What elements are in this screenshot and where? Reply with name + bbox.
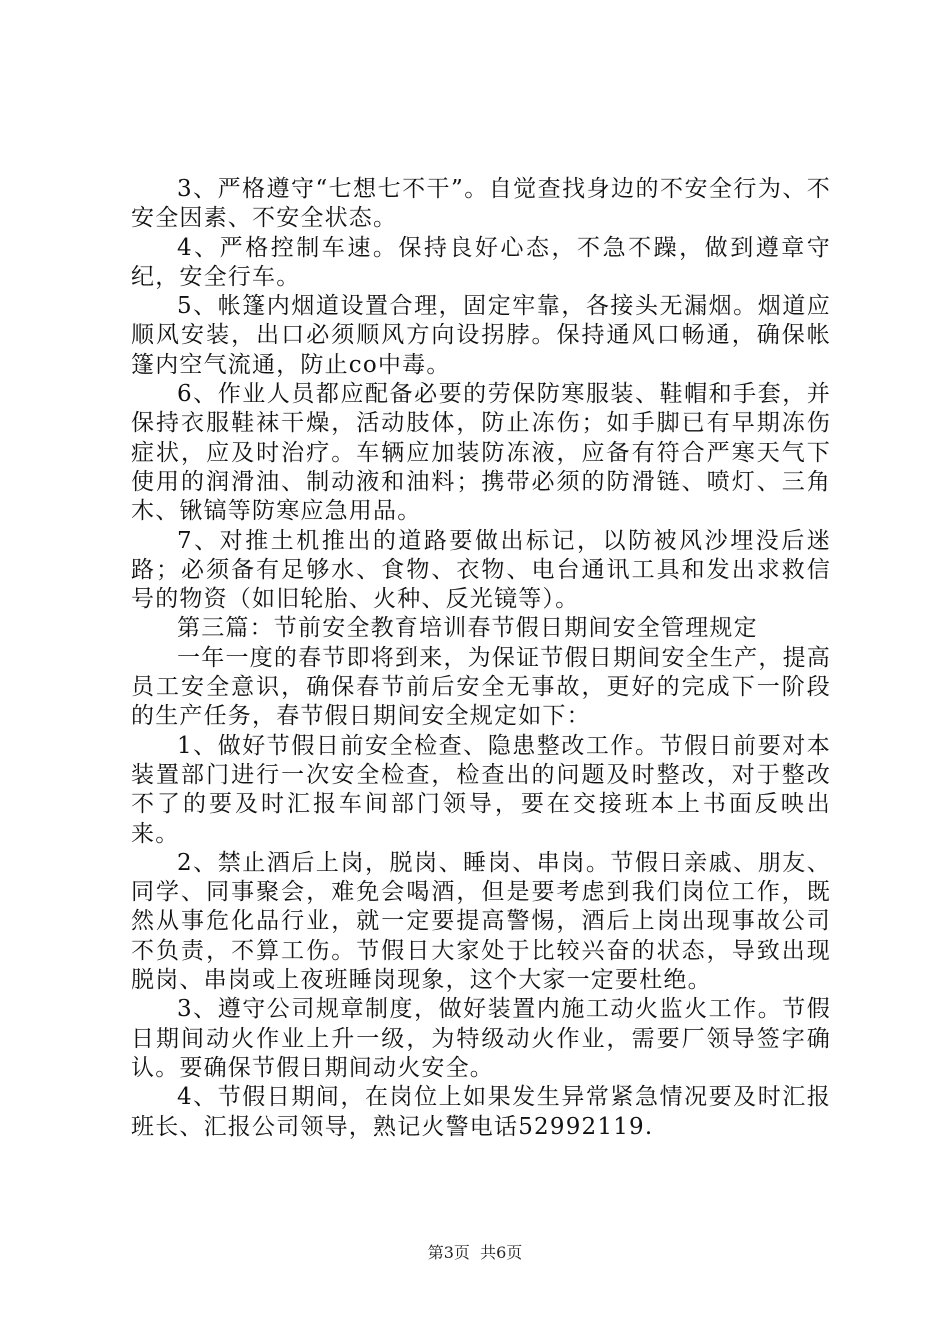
- rule-item-3: 3、遵守公司规章制度，做好装置内施工动火监火工作。节假日期间动火作业上升一级，为特级动火作业，需要厂领导签字确认。要确保节假日期间动火安全。: [131, 996, 831, 1081]
- page-number: 第3页: [427, 1243, 470, 1262]
- rule-item-1: 1、做好节假日前安全检查、隐患整改工作。节假日前要对本装置部门进行一次安全检查，检查出的问题及时整改，对于整改不了的要及时汇报车间部门领导，要在交接班本上书面反映出来。: [131, 732, 831, 847]
- paragraph-item-5: 5、帐篷内烟道设置合理，固定牢靠，各接头无漏烟。烟道应顺风安装，出口必须顺风方向设拐脖。保持通风口畅通，确保帐篷内空气流通，防止co中毒。: [131, 293, 831, 378]
- page-footer: [0, 1240, 950, 1263]
- paragraph-item-3: 3、严格遵守“七想七不干”。自觉查找身边的不安全行为、不安全因素、不安全状态。: [131, 176, 831, 232]
- paragraph-item-7: 7、对推土机推出的道路要做出标记，以防被风沙埋没后迷路；必须备有足够水、食物、衣物、电台通讯工具和发出求救信号的物资（如旧轮胎、火种、反光镜等）。: [131, 527, 831, 613]
- paragraph-item-4: 4、严格控制车速。保持良好心态，不急不躁，做到遵章守纪，安全行车。: [131, 234, 831, 290]
- document-body: [131, 175, 831, 1142]
- rule-item-4: 4、节假日期间，在岗位上如果发生异常紧急情况要及时汇报班长、汇报公司领导，熟记火警电话52992119.: [131, 1084, 831, 1140]
- section-heading: 第三篇：节前安全教育培训春节假日期间安全管理规定: [177, 615, 758, 642]
- rule-item-2: 2、禁止酒后上岗，脱岗、睡岗、串岗。节假日亲戚、朋友、同学、同事聚会，难免会喝酒，但是要考虑到我们岗位工作，既然从事危化品行业，就一定要提高警惕，酒后上岗出现事故公司不负责，不算工伤。节假日大家处于比较兴奋的状态，导致出现脱岗、串岗或上夜班睡岗现象，这个大家一定要杜绝。: [131, 849, 831, 994]
- section-intro: 一年一度的春节即将到来，为保证节假日期间安全生产，提高员工安全意识，确保春节前后安全无事故，更好的完成下一阶段的生产任务，春节假日期间安全规定如下：: [131, 644, 831, 730]
- page-total: 共6页: [480, 1243, 523, 1262]
- paragraph-item-6: 6、作业人员都应配备必要的劳保防寒服装、鞋帽和手套，并保持衣服鞋袜干燥，活动肢体，防止冻伤；如手脚已有早期冻伤症状，应及时治疗。车辆应加装防冻液，应备有符合严寒天气下使用的润滑油、制动液和油料；携带必须的防滑链、喷灯、三角木、锹镐等防寒应急用品。: [131, 381, 831, 525]
